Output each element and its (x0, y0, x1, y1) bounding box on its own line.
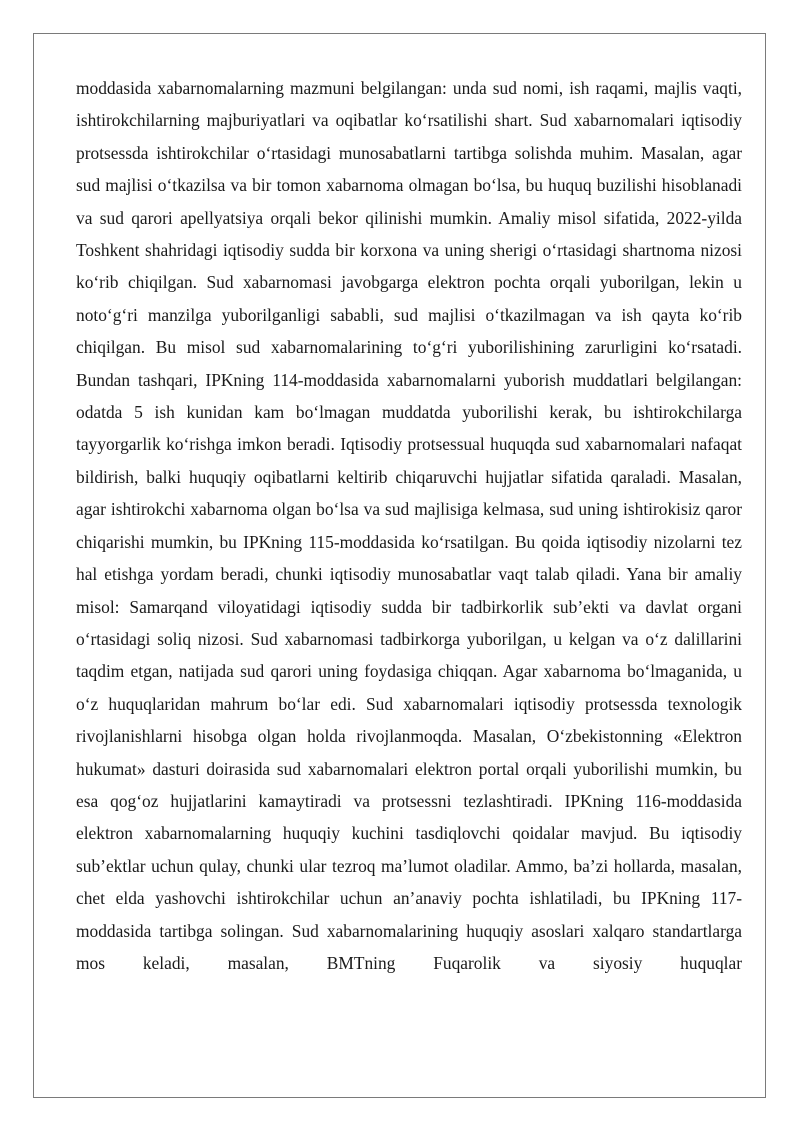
body-paragraph: moddasida xabarnomalarning mazmuni belgilangan: unda sud nomi, ish raqami, majlis vaqti, ishtirokchilarning majburiyatlari va oqibatlar ko‘rsatilishi shart. Sud xabarnomalari iqtisodiy protsessda ishtirokchilar o‘rtasidagi munosabatlarni tartibga solishda muhim. Masalan, agar sud majlisi o‘tkazilsa va bir tomon xabarnoma olmagan bo‘lsa, bu huquq buzilishi hisoblanadi va sud qarori apellyatsiya orqali bekor qilinishi mumkin. Amaliy misol sifatida, 2022-yilda Toshkent shahridagi iqtisodiy sudda bir korxona va uning sherigi o‘rtasidagi shartnoma nizosi ko‘rib chiqilgan. Sud xabarnomasi javobgarga elektron pochta orqali yuborilgan, lekin u noto‘g‘ri manzilga yuborilganligi sababli, sud majlisi o‘tkazilmagan va ish qayta ko‘rib chiqilgan. Bu misol sud xabarnomalarining to‘g‘ri yuborilishining zarurligini ko‘rsatadi. Bundan tashqari, IPKning 114-moddasida xabarnomalarni yuborish muddatlari belgilangan: odatda 5 ish kunidan kam bo‘lmagan muddatda yuborilishi kerak, bu ishtirokchilarga tayyorgarlik ko‘rishga imkon beradi. Iqtisodiy protsessual huquqda sud xabarnomalari nafaqat bildirish, balki huquqiy oqibatlarni keltirib chiqaruvchi hujjatlar sifatida qaraladi. Masalan, agar ishtirokchi xabarnoma olgan bo‘lsa va sud majlisiga kelmasa, sud uning ishtirokisiz qaror chiqarishi mumkin, bu IPKning 115-moddasida ko‘rsatilgan. Bu qoida iqtisodiy nizolarni tez hal etishga yordam beradi, chunki iqtisodiy munosabatlar vaqt talab qiladi. Yana bir amaliy misol: Samarqand viloyatidagi iqtisodiy sudda bir tadbirkorlik sub’ekti va davlat organi o‘rtasidagi soliq nizosi. Sud xabarnomasi tadbirkorga yuborilgan, u kelgan va o‘z dalillarini taqdim etgan, natijada sud qarori uning foydasiga chiqqan. Agar xabarnoma bo‘lmaganida, u o‘z huquqlaridan mahrum bo‘lar edi. Sud xabarnomalari iqtisodiy protsessda texnologik rivojlanishlarni hisobga olgan holda rivojlanmoqda. Masalan, O‘zbekistonning «Elektron hukumat» dasturi doirasida sud xabarnomalari elektron portal orqali yuborilishi mumkin, bu esa qog‘oz hujjatlarini kamaytiradi va protsessni tezlashtiradi. IPKning 116-moddasida elektron xabarnomalarning huquqiy kuchini tasdiqlovchi qoidalar mavjud. Bu iqtisodiy sub’ektlar uchun qulay, chunki ular tezroq ma’lumot oladilar. Ammo, ba’zi hollarda, masalan, chet elda yashovchi ishtirokchilar uchun an’anaviy pochta ishlatiladi, bu IPKning 117-moddasida tartibga solingan. Sud xabarnomalarining huquqiy asoslari xalqaro standartlarga mos keladi, masalan, BMTning Fuqarolik va siyosiy huquqlar (76, 78, 742, 973)
